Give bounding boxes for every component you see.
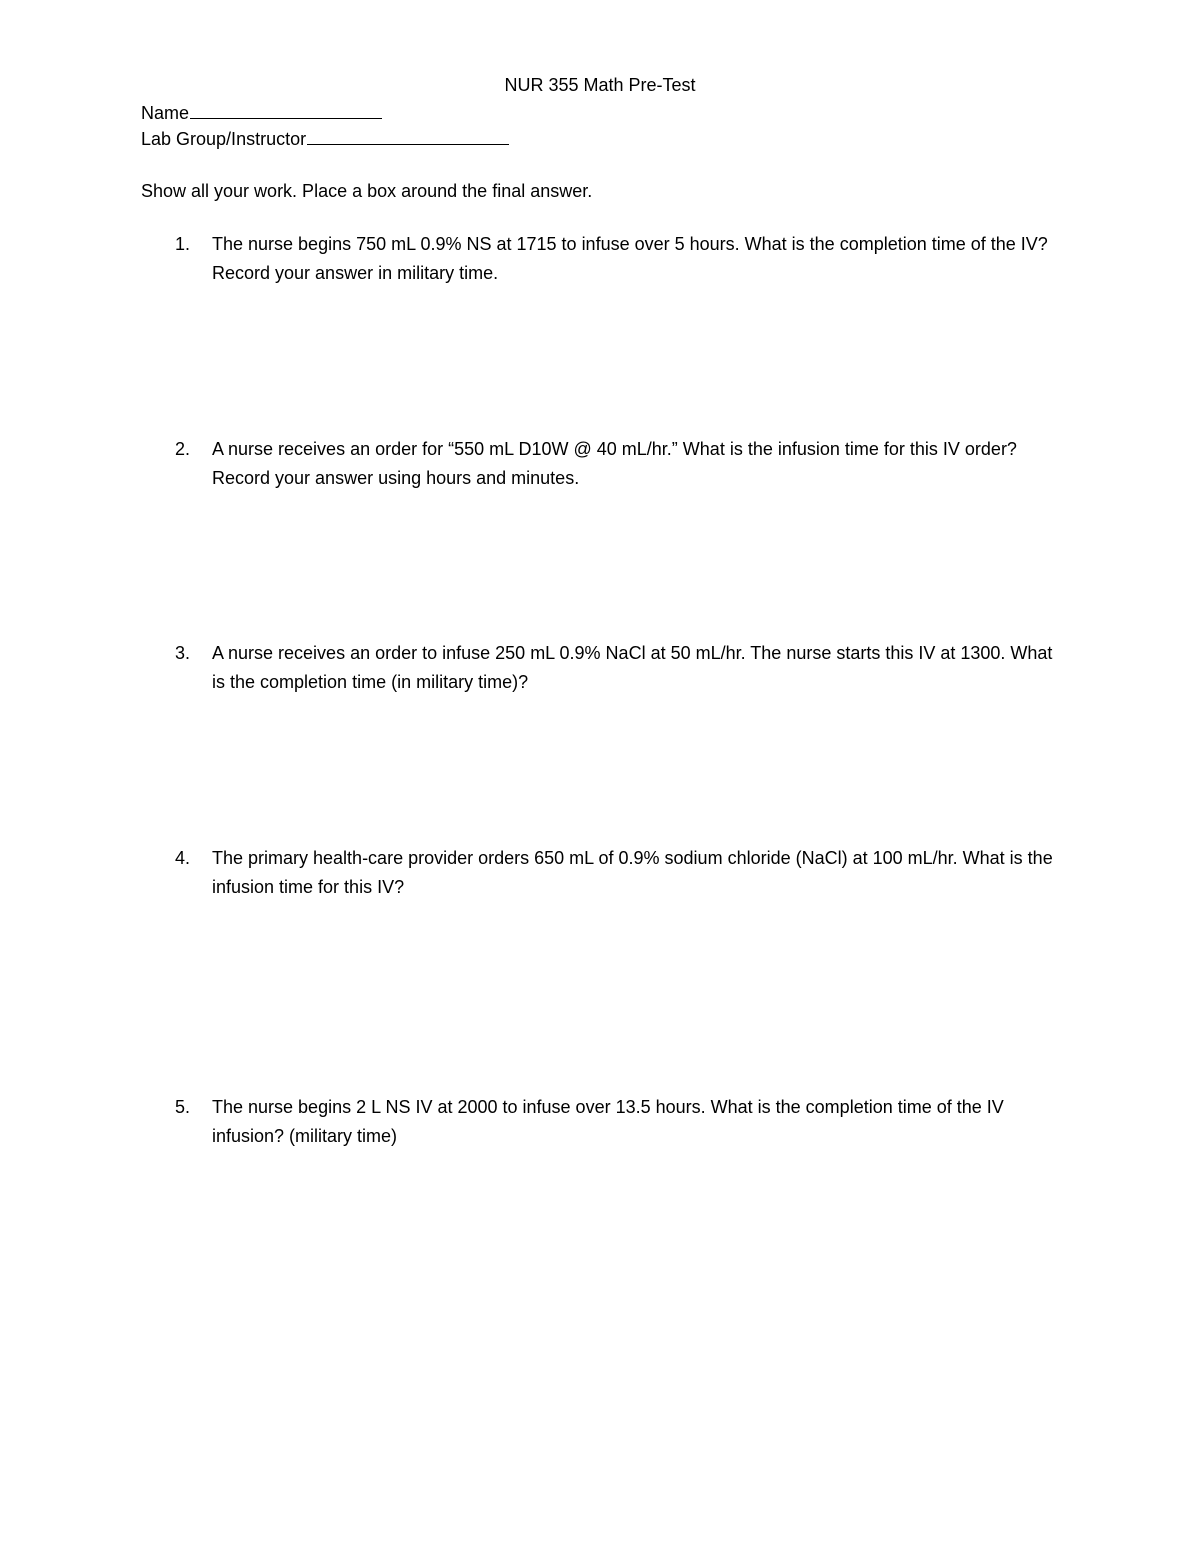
instructions-text: Show all your work. Place a box around the final answer. (141, 181, 593, 201)
question-number: 5. (175, 1097, 191, 1117)
question-number: 1. (175, 234, 191, 254)
lab-group-label: Lab Group/Instructor (141, 129, 307, 149)
question-number: 3. (175, 643, 191, 663)
question-text: A nurse receives an order to infuse 250 mL 0.9% NaCl at 50 mL/hr. The nurse starts this IV at 1300. What is the completion time (in military time)? (212, 643, 1053, 692)
question-3 (141, 639, 1061, 697)
lab-group-blank-line (307, 128, 509, 145)
name-label: Name (141, 103, 190, 123)
question-number: 2. (175, 439, 191, 459)
question-text: The primary health-care provider orders 650 mL of 0.9% sodium chloride (NaCl) at 100 mL/hr. What is the infusion time for this IV? (212, 848, 1053, 897)
question-4 (141, 844, 1061, 902)
question-2 (141, 435, 1061, 493)
question-text: The nurse begins 750 mL 0.9% NS at 1715 to infuse over 5 hours. What is the completion time of the IV? Record your answer in military time. (212, 234, 1048, 283)
page-title: NUR 355 Math Pre-Test (504, 75, 696, 95)
name-field (141, 101, 382, 125)
lab-group-field (141, 127, 509, 151)
question-5 (141, 1093, 1061, 1151)
question-text: A nurse receives an order for “550 mL D10W @ 40 mL/hr.” What is the infusion time for this IV order? Record your answer using hours and minutes. (212, 439, 1017, 488)
question-text: The nurse begins 2 L NS IV at 2000 to infuse over 13.5 hours. What is the completion time of the IV infusion? (military time) (212, 1097, 1004, 1146)
name-blank-line (190, 102, 382, 119)
question-1 (141, 230, 1061, 288)
question-number: 4. (175, 848, 191, 868)
